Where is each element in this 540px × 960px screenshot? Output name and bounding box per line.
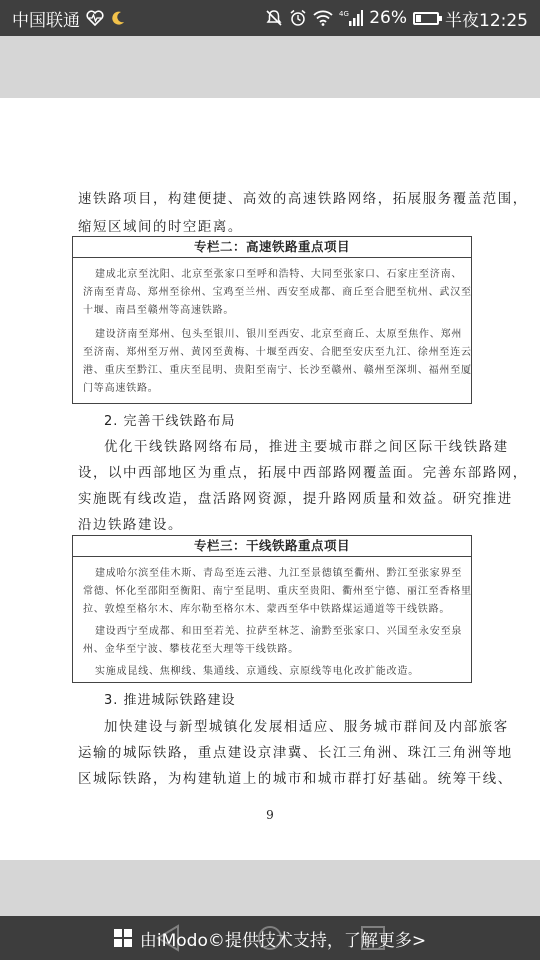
paragraph-line: 沿边铁路建设。 — [78, 518, 183, 533]
box-line: 拉、敦煌至格尔木、库尔勒至格尔木、蒙西至华中铁路煤运通道等干线铁路。 — [83, 604, 451, 615]
heart-rate-icon — [86, 10, 104, 26]
box-line: 门等高速铁路。 — [83, 383, 159, 394]
box-line: 州、金华至宁波、攀枝花至大理等干线铁路。 — [83, 644, 299, 655]
box-line: 济南至青岛、郑州至徐州、宝鸡至兰州、西安至成都、商丘至合肥至杭州、武汉至 — [83, 287, 472, 298]
battery-percentage: 26% — [369, 8, 407, 28]
svg-text:4G: 4G — [339, 10, 350, 18]
box-line: 建设济南至郑州、包头至银川、银川至西安、北京至商丘、太原至焦作、郑州 — [95, 329, 463, 340]
paragraph-line: 区城际铁路，为构建轨道上的城市和城市群打好基础。统筹干线、 — [78, 772, 513, 787]
section-heading: 2. 完善干线铁路布局 — [104, 414, 236, 429]
banner-text[interactable]: 由iModo©提供技术支持，了解更多> — [139, 930, 427, 951]
intro-line-2: 缩短区域间的时空距离。 — [78, 220, 243, 235]
reader-bottom-area — [0, 860, 540, 916]
section-heading: 3. 推进城际铁路建设 — [104, 693, 236, 708]
reader-top-area — [0, 36, 540, 98]
paragraph-line: 设，以中西部地区为重点，拓展中西部路网覆盖面。完善东部路网， — [78, 466, 528, 481]
box-line: 实施成昆线、焦柳线、集通线、京通线、京原线等电化改扩能改造。 — [95, 666, 419, 677]
status-bar — [0, 0, 540, 36]
box-line: 建成哈尔滨至佳木斯、青岛至连云港、九江至景德镇至衢州、黔江至张家界至 — [95, 568, 463, 579]
moon-icon — [110, 10, 126, 26]
box-line: 建设西宁至成都、和田至若羌、拉萨至林芝、渝黔至张家口、兴国至永安至泉 — [95, 626, 463, 637]
carrier-label: 中国联通 — [12, 10, 80, 31]
box-line: 十堰、南昌至赣州等高速铁路。 — [83, 305, 235, 316]
intro-line-1: 速铁路项目，构建便捷、高效的高速铁路网络，拓展服务覆盖范围， — [78, 192, 528, 207]
box-line: 建成北京至沈阳、北京至张家口至呼和浩特、大同至张家口、石家庄至济南、 — [95, 269, 463, 280]
paragraph-line: 实施既有线改造，盘活路网资源，提升路网质量和效益。研究推进 — [78, 492, 513, 507]
page-number: 9 — [266, 808, 274, 822]
wifi-icon — [313, 10, 333, 26]
column-box-trunk-line — [72, 535, 472, 683]
battery-icon — [413, 12, 439, 25]
box-title: 专栏二：高速铁路重点项目 — [73, 237, 471, 258]
alarm-icon — [289, 9, 307, 27]
imodo-logo-icon — [114, 929, 132, 947]
paragraph-line: 加快建设与新型城镇化发展相适应、服务城市群间及内部旅客 — [104, 720, 509, 735]
box-line: 至济南、郑州至万州、黄冈至黄梅、十堰至西安、合肥至安庆至九江、徐州至连云 — [83, 347, 472, 358]
paragraph-line: 运输的城际铁路，重点建设京津冀、长江三角洲、珠江三角洲等地 — [78, 746, 513, 761]
document-page[interactable] — [0, 98, 540, 860]
clock: 半夜12:25 — [445, 10, 528, 31]
mute-icon — [265, 9, 283, 27]
column-box-high-speed — [72, 236, 472, 404]
box-line: 常德、怀化至邵阳至衡阳、南宁至昆明、重庆至贵阳、衢州至宁德、丽江至香格里 — [83, 586, 472, 597]
box-line: 港、重庆至黔江、重庆至昆明、贵阳至南宁、长沙至赣州、赣州至深圳、福州至厦 — [83, 365, 472, 376]
paragraph-line: 优化干线铁路网络布局，推进主要城市群之间区际干线铁路建 — [104, 440, 509, 455]
signal-4g-icon — [339, 9, 363, 27]
box-title: 专栏三：干线铁路重点项目 — [73, 536, 471, 557]
imodo-banner[interactable] — [0, 916, 540, 960]
